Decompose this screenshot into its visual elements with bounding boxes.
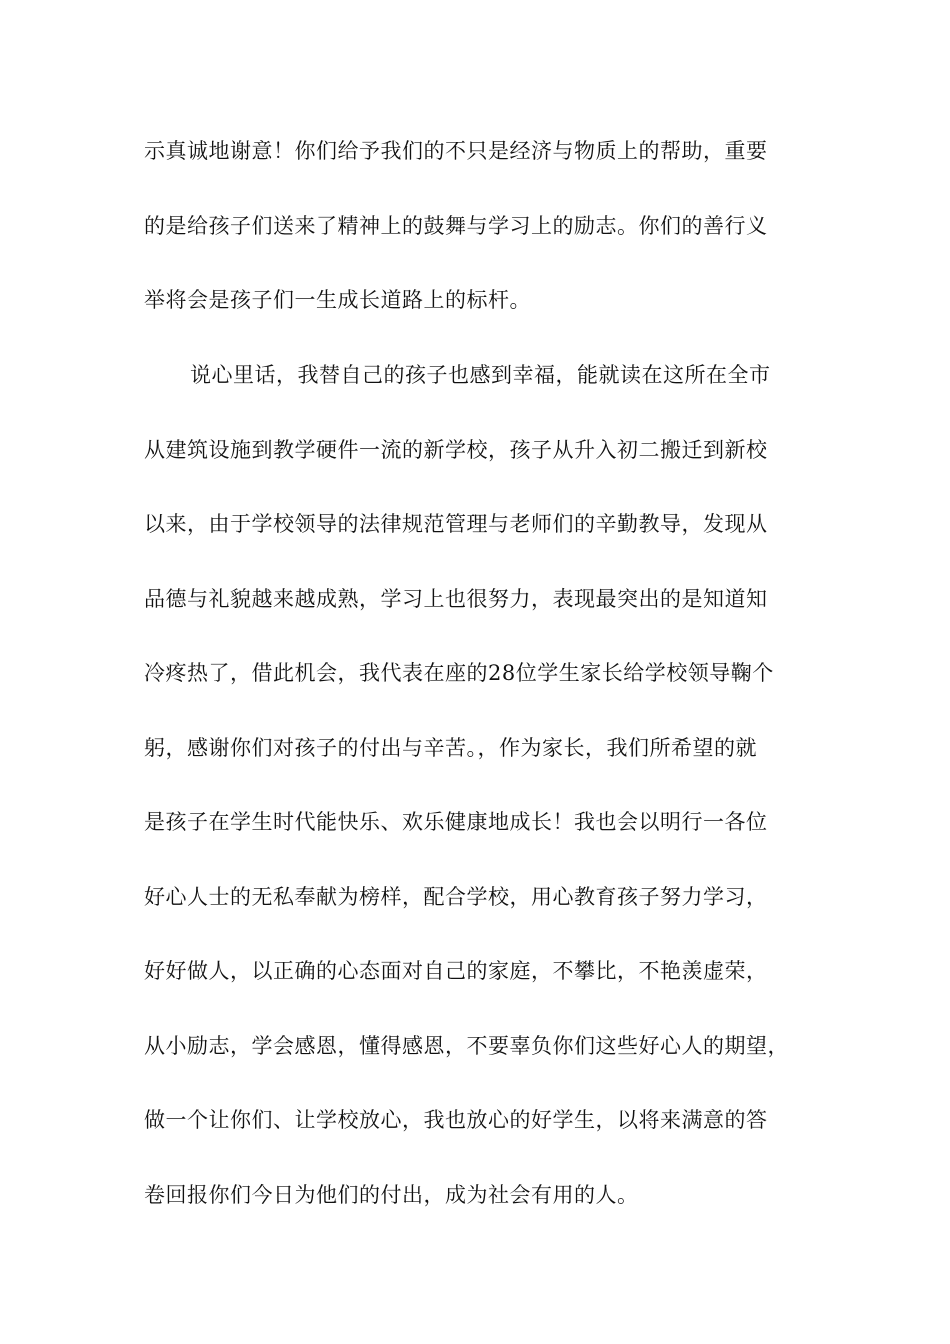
text-line: 躬，感谢你们对孩子的付出与辛苦。，作为家长，我们所希望的就: [144, 736, 757, 760]
text-line: 的是给孩子们送来了精神上的鼓舞与学习上的励志。你们的善行义: [144, 214, 768, 238]
text-line: 冷疼热了，借此机会，我代表在座的28位学生家长给学校领导鞠个: [144, 661, 774, 685]
text-line: 从小励志，学会感恩，懂得感恩，不要辜负你们这些好心人的期望，: [144, 1034, 789, 1058]
text-line: 示真诚地谢意！你们给予我们的不只是经济与物质上的帮助，重要: [144, 139, 768, 163]
text-line: 是孩子在学生时代能快乐、欢乐健康地成长！我也会以明行一各位: [144, 810, 768, 834]
text-line: 卷回报你们今日为他们的付出，成为社会有用的人。: [144, 1183, 639, 1207]
text-line: 好好做人，以正确的心态面对自己的家庭，不攀比，不艳羡虚荣，: [144, 959, 768, 983]
text-line: 举将会是孩子们一生成长道路上的标杆。: [144, 288, 531, 312]
text-line: 品德与礼貌越来越成熟，学习上也很努力，表现最突出的是知道知: [144, 587, 768, 611]
text-line: 以来，由于学校领导的法律规范管理与老师们的辛勤教导，发现从: [144, 512, 768, 536]
text-line: 好心人士的无私奉献为榜样，配合学校，用心教育孩子努力学习，: [144, 885, 768, 909]
text-line: 做一个让你们、让学校放心，我也放心的好学生，以将来满意的答: [144, 1108, 768, 1132]
text-line: 从建筑设施到教学硬件一流的新学校，孩子从升入初二搬迁到新校: [144, 438, 768, 462]
paragraph-first-line: 说心里话，我替自己的孩子也感到幸福，能就读在这所在全市: [190, 363, 771, 387]
